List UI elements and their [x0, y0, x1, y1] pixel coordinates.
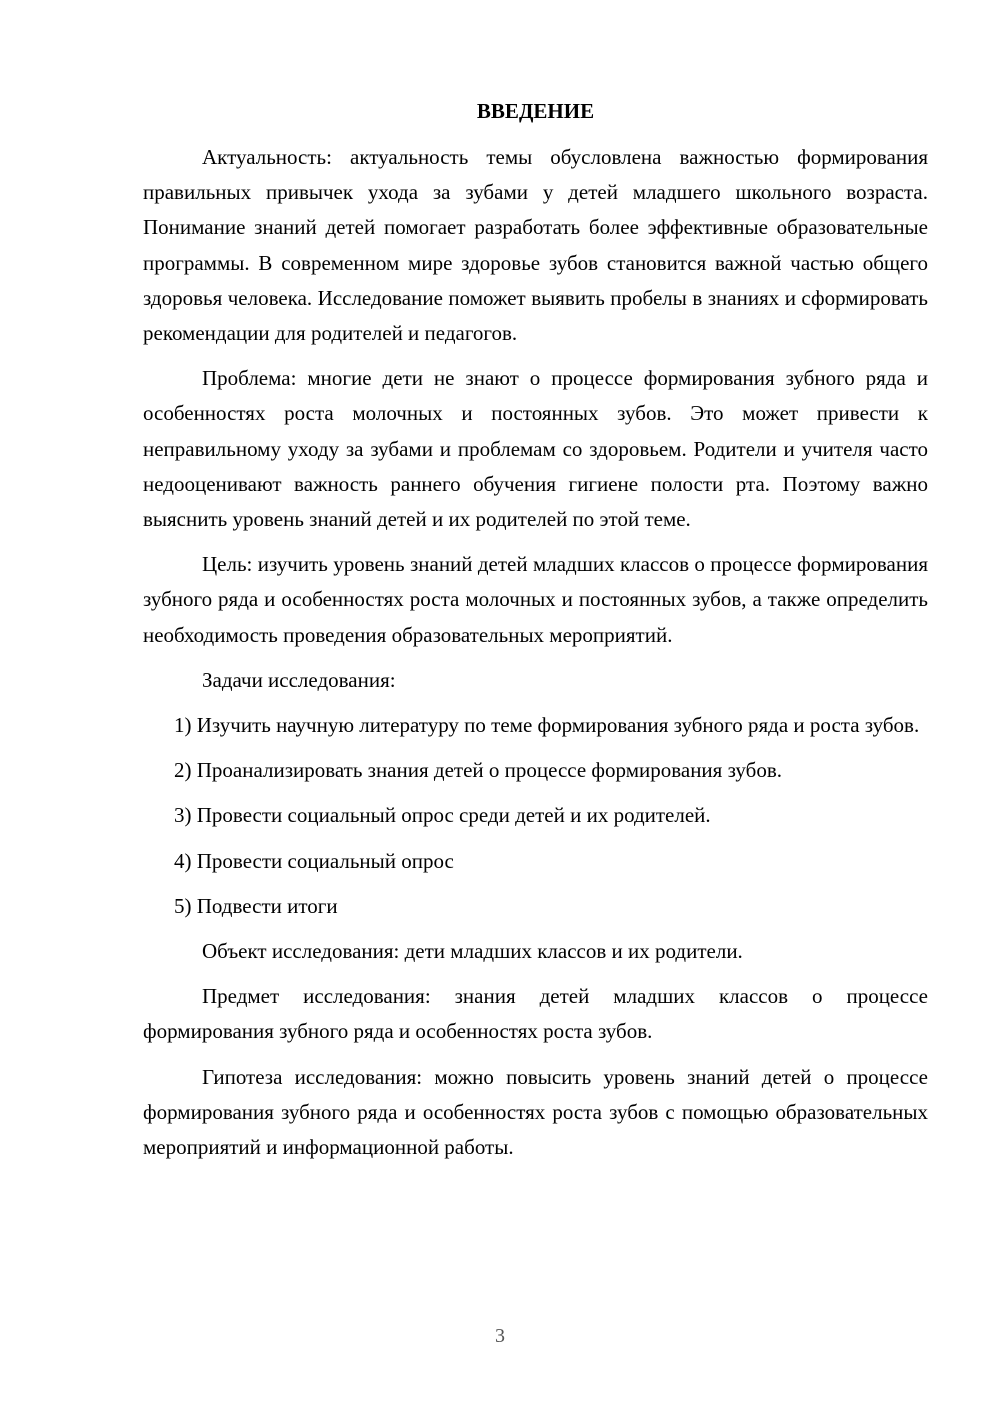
task-item: 4) Провести социальный опрос: [174, 848, 454, 873]
page-number: 3: [495, 1325, 505, 1347]
task-item: 3) Провести социальный опрос среди детей и их родителей.: [174, 803, 711, 828]
paragraph-subject: Предмет исследования: знания детей младших классов о процессе формирования зубного ряда и особенностях роста зубов.: [143, 984, 928, 1044]
document-body: [143, 94, 928, 1165]
task-item: 2) Проанализировать знания детей о процессе формирования зубов.: [174, 758, 783, 783]
paragraph-goal: Цель: изучить уровень знаний детей младших классов о процессе формирования зубного ряда и особенностях роста молочных и постоянных зубов, а также определить необходимость проведения образовательных мероприятий.: [143, 552, 928, 647]
task-item: 1) Изучить научную литературу по теме формирования зубного ряда и роста зубов.: [174, 713, 920, 738]
paragraph-hypothesis: Гипотеза исследования: можно повысить уровень знаний детей о процессе формирования зубного ряда и особенностях роста зубов с помощью образовательных мероприятий и информационной работы.: [143, 1064, 928, 1160]
paragraph-relevance: Актуальность: актуальность темы обусловлена важностью формирования правильных привычек ухода за зубами у детей младшего школьного возраста. Понимание знаний детей помогает разработать более эффективные образовательные программы. В современном мире здоровье зубов становится важной частью общего здоровья человека. Исследование поможет выявить пробелы в знаниях и сформировать рекомендации для родителей и педагогов.: [143, 145, 928, 346]
task-item: 5) Подвести итоги: [174, 893, 338, 918]
section-title: ВВЕДЕНИЕ: [476, 99, 595, 123]
paragraph-problem: Проблема: многие дети не знают о процессе формирования зубного ряда и особенностях роста молочных и постоянных зубов. Это может привести к неправильному уходу за зубами и проблемам со здоровьем. Родители и учителя часто недооценивают важность раннего обучения гигиене полости рта. Поэтому важно выяснить уровень знаний детей и их родителей по этой теме.: [143, 366, 928, 532]
tasks-heading: Задачи исследования:: [202, 667, 396, 692]
paragraph-object: Объект исследования: дети младших классов и их родители.: [202, 939, 743, 964]
